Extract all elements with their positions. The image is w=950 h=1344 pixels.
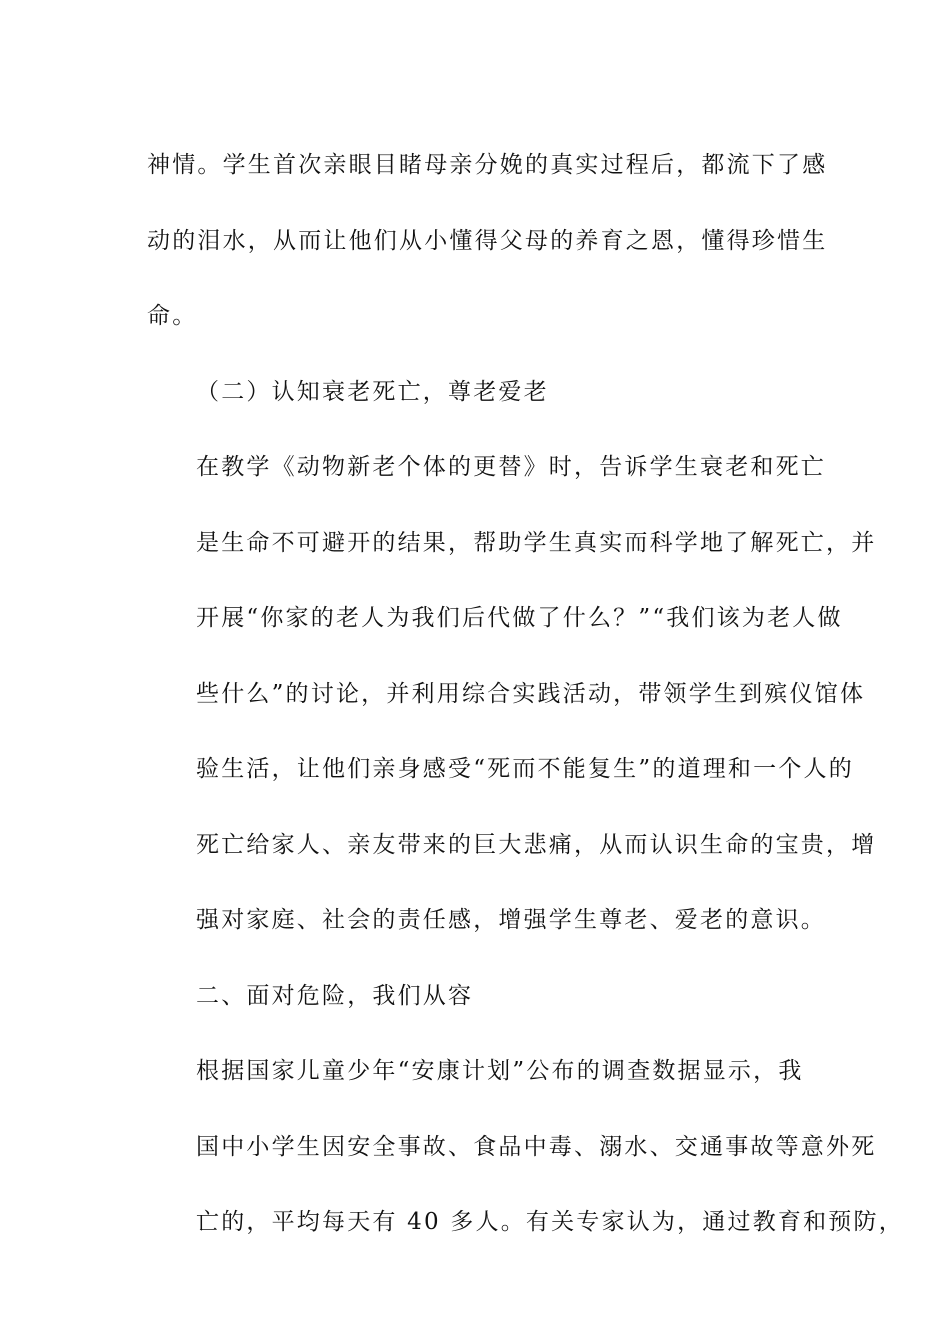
text-line: 根据国家儿童少年“安康计划”公布的调查数据显示，我 bbox=[196, 1058, 804, 1084]
text-line: 开展“你家的老人为我们后代做了什么？”“我们该为老人做 bbox=[196, 605, 843, 631]
paragraph-aging-death bbox=[147, 430, 877, 959]
paragraph-birth-experience bbox=[147, 128, 828, 355]
paragraph-safety-statistics bbox=[147, 1034, 904, 1261]
text-line: 是生命不可避开的结果，帮助学生真实而科学地了解死亡，并 bbox=[196, 529, 877, 556]
text-line: 神情。学生首次亲眼目睹母亲分娩的真实过程后，都流下了感 bbox=[147, 152, 828, 178]
text-line: 强对家庭、社会的责任感，增强学生尊老、爱老的意识。 bbox=[196, 907, 826, 933]
heading-text: （二）认知衰老死亡，尊老爱老 bbox=[196, 378, 549, 405]
section-heading-facing-danger bbox=[147, 959, 793, 1035]
text-line: 死亡给家人、亲友带来的巨大悲痛，从而认识生命的宝贵，增 bbox=[196, 831, 877, 858]
text-line: 国中小学生因安全事故、食品中毒、溺水、交通事故等意外死 bbox=[196, 1133, 877, 1160]
text-line: 命。 bbox=[147, 303, 198, 329]
text-line: 亡的，平均每天有 40 多人。有关专家认为，通过教育和预防， bbox=[196, 1209, 904, 1235]
text-line: 验生活，让他们亲身感受“死而不能复生”的道理和一个人的 bbox=[196, 756, 854, 782]
text-line: 在教学《动物新老个体的更替》时，告诉学生衰老和死亡 bbox=[196, 454, 826, 480]
heading-text: 二、面对危险，我们从容 bbox=[196, 982, 474, 1009]
document-body bbox=[147, 128, 904, 1261]
section-heading-aging-death bbox=[147, 355, 793, 431]
text-line: 动的泪水，从而让他们从小懂得父母的养育之恩，懂得珍惜生 bbox=[147, 227, 828, 254]
text-line: 些什么”的讨论，并利用综合实践活动，带领学生到殡仪馆体 bbox=[196, 680, 866, 707]
